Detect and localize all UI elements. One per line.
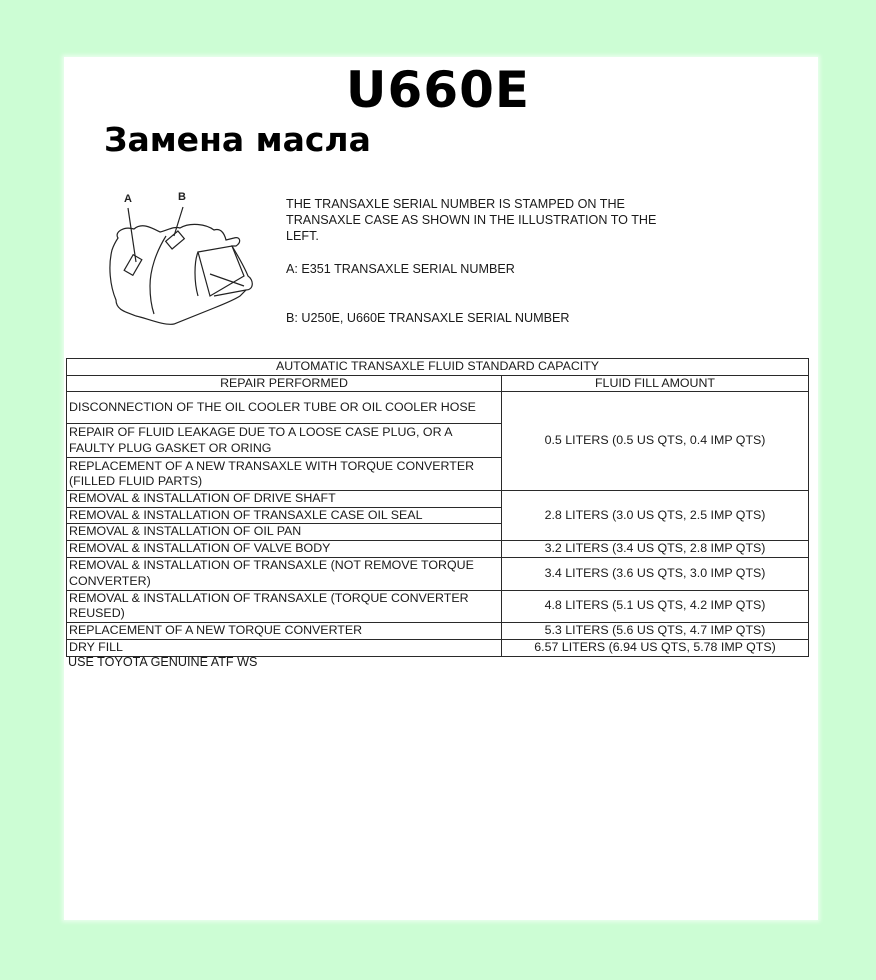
table-title: AUTOMATIC TRANSAXLE FLUID STANDARD CAPACITY (67, 359, 809, 376)
table-row: REMOVAL & INSTALLATION OF DRIVE SHAFT (67, 491, 502, 508)
table-row: DRY FILL (67, 639, 502, 656)
description-line-1: THE TRANSAXLE SERIAL NUMBER IS STAMPED ON THE (286, 197, 625, 211)
fluid-capacity-table (66, 358, 809, 657)
note-a: A: E351 TRANSAXLE SERIAL NUMBER (286, 262, 515, 276)
header-amount: FLUID FILL AMOUNT (502, 375, 809, 392)
transaxle-illustration-icon (94, 186, 270, 342)
table-row: REPLACEMENT OF A NEW TORQUE CONVERTER (67, 622, 502, 639)
table-row: REMOVAL & INSTALLATION OF TRANSAXLE (NOT REMOVE TORQUE CONVERTER) (67, 557, 502, 590)
table-row: REMOVAL & INSTALLATION OF TRANSAXLE (TORQUE CONVERTER REUSED) (67, 590, 502, 622)
description-line-2: TRANSAXLE CASE AS SHOWN IN THE ILLUSTRATION TO THE (286, 213, 657, 227)
footer-note: USE TOYOTA GENUINE ATF WS (68, 655, 258, 669)
amount-cell: 2.8 LITERS (3.0 US QTS, 2.5 IMP QTS) (502, 491, 809, 541)
amount-cell: 6.57 LITERS (6.94 US QTS, 5.78 IMP QTS) (502, 639, 809, 656)
table-row: REMOVAL & INSTALLATION OF OIL PAN (67, 524, 502, 541)
amount-cell: 0.5 LITERS (0.5 US QTS, 0.4 IMP QTS) (502, 392, 809, 491)
description-line-3: LEFT. (286, 229, 319, 243)
table-row: REPAIR OF FLUID LEAKAGE DUE TO A LOOSE CASE PLUG, OR A FAULTY PLUG GASKET OR ORING (67, 424, 502, 458)
label-a: A (124, 193, 132, 205)
table-row: REMOVAL & INSTALLATION OF TRANSAXLE CASE OIL SEAL (67, 507, 502, 524)
note-b: B: U250E, U660E TRANSAXLE SERIAL NUMBER (286, 311, 570, 325)
page-title: U660E (345, 61, 531, 119)
amount-cell: 3.4 LITERS (3.6 US QTS, 3.0 IMP QTS) (502, 557, 809, 590)
amount-cell: 4.8 LITERS (5.1 US QTS, 4.2 IMP QTS) (502, 590, 809, 622)
page-subtitle: Замена масла (104, 120, 371, 159)
table-row: DISCONNECTION OF THE OIL COOLER TUBE OR OIL COOLER HOSE (67, 392, 502, 424)
table-row: REPLACEMENT OF A NEW TRANSAXLE WITH TORQUE CONVERTER (FILLED FLUID PARTS) (67, 458, 502, 491)
header-repair: REPAIR PERFORMED (67, 375, 502, 392)
table-row: REMOVAL & INSTALLATION OF VALVE BODY (67, 540, 502, 557)
amount-cell: 5.3 LITERS (5.6 US QTS, 4.7 IMP QTS) (502, 622, 809, 639)
serial-number-description (286, 196, 686, 326)
label-b: B (178, 191, 186, 203)
amount-cell: 3.2 LITERS (3.4 US QTS, 2.8 IMP QTS) (502, 540, 809, 557)
